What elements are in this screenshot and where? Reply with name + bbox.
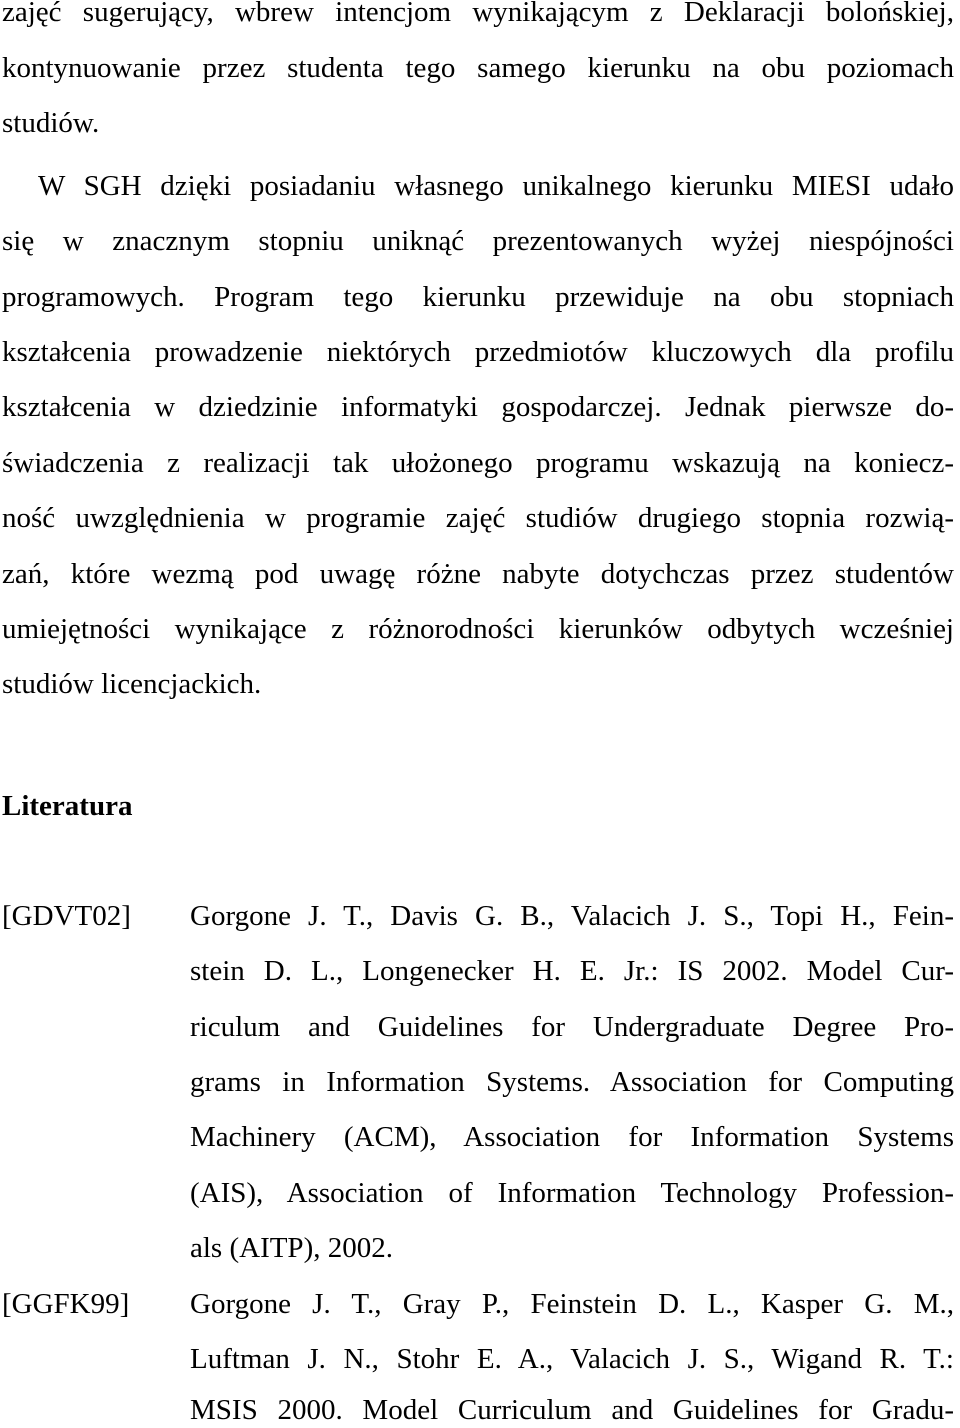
reference-key: [GGFK99] — [2, 1288, 130, 1320]
reference-line: (AIS), Association of Information Technology Profession- — [190, 1177, 954, 1209]
body-line: świadczenia z realizacji tak ułożonego programu wskazują na koniecz- — [2, 447, 954, 479]
reference-line: Gorgone J. T., Davis G. B., Valacich J. S., Topi H., Fein- — [190, 900, 954, 932]
body-line: kształcenia w dziedzinie informatyki gospodarczej. Jednak pierwsze do- — [2, 391, 954, 423]
body-line: zajęć sugerujący, wbrew intencjom wynikającym z Deklaracji bolońskiej, — [2, 0, 954, 28]
body-line: umiejętności wynikające z różnorodności kierunków odbytych wcześniej — [2, 613, 954, 645]
reference-line: riculum and Guidelines for Undergraduate Degree Pro- — [190, 1011, 954, 1043]
body-line: się w znacznym stopniu uniknąć prezentowanych wyżej niespójności — [2, 225, 954, 257]
body-line: programowych. Program tego kierunku przewiduje na obu stopniach — [2, 281, 954, 313]
body-line: studiów licencjackich. — [2, 668, 262, 700]
reference-line: Luftman J. N., Stohr E. A., Valacich J. S., Wigand R. T.: — [190, 1343, 954, 1375]
section-heading: Literatura — [2, 790, 133, 822]
body-line: kształcenia prowadzenie niektórych przedmiotów kluczowych dla profilu — [2, 336, 954, 368]
body-line: studiów. — [2, 107, 100, 139]
reference-line: Machinery (ACM), Association for Information Systems — [190, 1121, 954, 1153]
reference-line: stein D. L., Longenecker H. E. Jr.: IS 2002. Model Cur- — [190, 955, 954, 987]
reference-line: MSIS 2000. Model Curriculum and Guidelines for Gradu- — [190, 1394, 954, 1426]
body-line: kontynuowanie przez studenta tego samego kierunku na obu poziomach — [2, 52, 954, 84]
reference-line: Gorgone J. T., Gray P., Feinstein D. L., Kasper G. M., — [190, 1288, 954, 1320]
body-line: ność uwzględnienia w programie zajęć studiów drugiego stopnia rozwią- — [2, 502, 954, 534]
reference-line: grams in Information Systems. Association for Computing — [190, 1066, 954, 1098]
reference-key: [GDVT02] — [2, 900, 131, 932]
body-line: W SGH dzięki posiadaniu własnego unikalnego kierunku MIESI udało — [38, 170, 954, 202]
reference-line: als (AITP), 2002. — [190, 1232, 393, 1264]
body-line: zań, które wezmą pod uwagę różne nabyte dotychczas przez studentów — [2, 558, 954, 590]
